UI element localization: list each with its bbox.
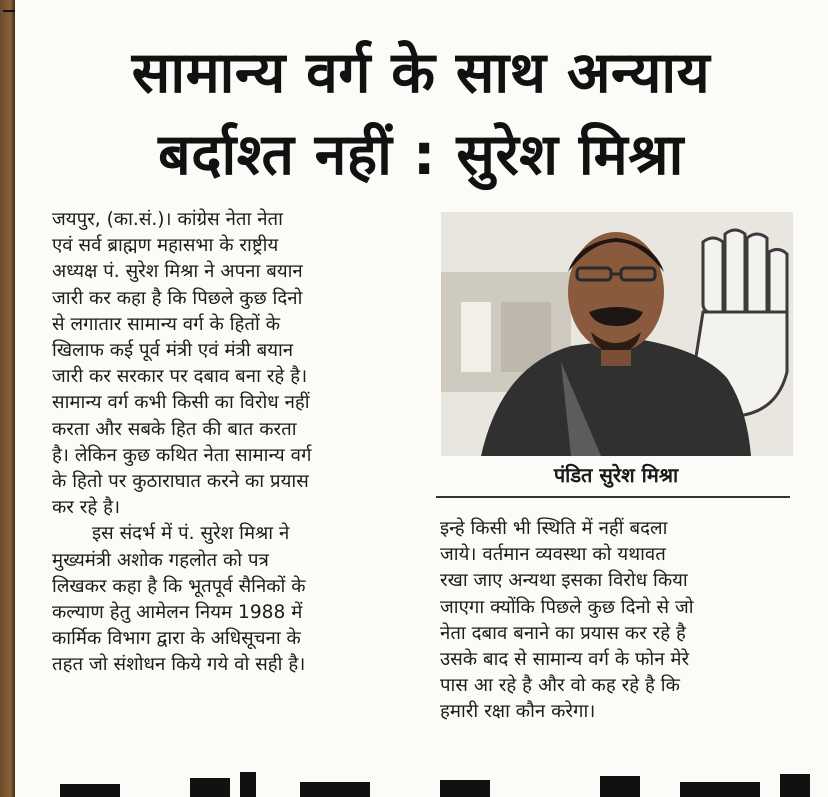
article-line: से लगातार सामान्य वर्ग के हितों के (52, 313, 281, 335)
article-right-column (440, 516, 790, 726)
article-line: करता और सबके हित की बात करता (52, 418, 297, 440)
page-edge-shadow (0, 0, 15, 797)
edge-mark (3, 10, 15, 12)
caption-divider (436, 496, 790, 498)
article-line: कार्मिक विभाग द्वारा के अधिसूचना के (52, 628, 301, 650)
article-line: इन्हे किसी भी स्थिति में नहीं बदला (440, 518, 668, 539)
article-left-column (52, 207, 417, 679)
cropped-headline-glyphs (40, 772, 828, 797)
article-line: नेता दबाव बनाने का प्रयास कर रहे है (440, 622, 686, 644)
article-line: जाएगा क्योंकि पिछले कुछ दिनो से जो (440, 596, 694, 618)
article-line: जारी कर सरकार पर दबाव बना रहे है। (52, 366, 308, 388)
headline-line-1: सामान्य वर्ग के साथ अन्याय (131, 40, 711, 106)
article-line: कल्याण हेतु आमेलन नियम 1988 में (52, 602, 303, 624)
article-line: खिलाफ कई पूर्व मंत्री एवं मंत्री बयान (52, 340, 294, 362)
portrait-illustration (441, 212, 793, 456)
photo-caption: पंडित सुरेश मिश्रा (553, 463, 679, 487)
article-line: के हितो पर कुठाराघात करने का प्रयास (52, 471, 309, 493)
headline-line-2: बर्दाश्त नहीं : सुरेश मिश्रा (158, 122, 684, 188)
article-line: है। लेकिन कुछ कथित नेता सामान्य वर्ग (52, 444, 312, 466)
article-line: हमारी रक्षा कौन करेगा। (440, 701, 596, 723)
headline (22, 32, 820, 196)
article-line: एवं सर्व ब्राह्मण महासभा के राष्ट्रीय (52, 235, 279, 257)
article-line: इस संदर्भ में पं. सुरेश मिश्रा ने (92, 523, 290, 545)
article-line: पास आ रहे है और वो कह रहे है कि (440, 675, 680, 697)
article-line: सामान्य वर्ग कभी किसी का विरोध नहीं (52, 392, 310, 414)
article-line: मुख्यमंत्री अशोक गहलोत को पत्र (52, 549, 269, 571)
article-line: जयपुर, (का.सं.)। कांग्रेस नेता नेता (52, 209, 283, 230)
portrait-photo (441, 212, 793, 456)
article-line: कर रहे है। (52, 497, 121, 519)
article-line: तहत जो संशोधन किये गये वो सही है। (52, 654, 306, 676)
article-line: लिखकर कहा है कि भूतपूर्व सैनिकों के (52, 575, 306, 597)
article-line: रखा जाए अन्यथा इसका विरोध किया (440, 570, 688, 592)
article-line: उसके बाद से सामान्य वर्ग के फोन मेरे (440, 649, 690, 671)
article-line: जाये। वर्तमान व्यवस्था को यथावत (440, 544, 666, 566)
next-headline-cropped (40, 772, 828, 797)
article-line: अध्यक्ष पं. सुरेश मिश्रा ने अपना बयान (52, 261, 303, 283)
article-line: जारी कर कहा है कि पिछले कुछ दिनो (52, 287, 303, 309)
